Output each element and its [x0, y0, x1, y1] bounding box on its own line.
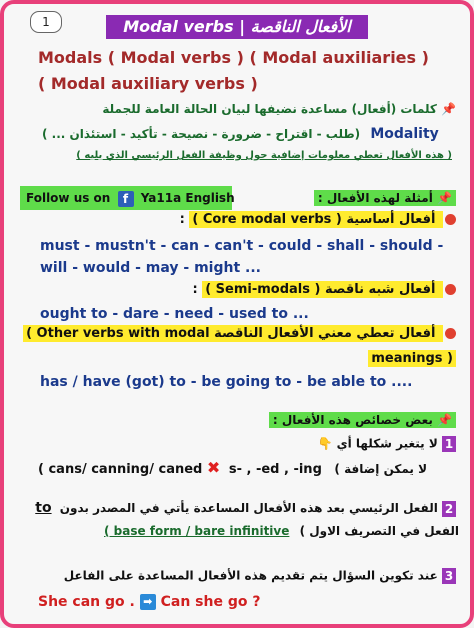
other-label-meanings: meanings ) — [368, 350, 456, 367]
balloon-bullet-icon — [445, 328, 456, 339]
balloon-bullet-icon — [445, 284, 456, 295]
other-verbs-line: has / have (got) to - be going to - be able to .... — [40, 374, 413, 390]
balloon-bullet-icon — [445, 214, 456, 225]
core-verbs-line-2: will - would - may - might ... — [40, 260, 261, 276]
property-3-example: She can go . ➡ Can she go ? — [38, 594, 261, 610]
property-1-example: ( cans/ canning/ caned ✖ s- , -ed , -ing لا يمكن إضافة ) — [38, 458, 428, 477]
property-number-2: 2 — [442, 501, 456, 517]
definition-line-2: (طلب - اقتراح - ضرورة - نصيحة - تأكيد - استئذان ... ) Modality — [42, 126, 439, 142]
pointing-down-icon: 👇 — [317, 436, 333, 451]
property-3-line: عند تكوين السؤال يتم تقديم هذه الأفعال المساعدة على الفاعل 3 — [64, 568, 456, 584]
pushpin-icon: 📌 — [441, 102, 456, 116]
page-title: Modal verbs | الأفعال الناقصة — [106, 15, 368, 39]
semi-label-row: : ( Semi-modals ) أفعال شبه ناقصة — [192, 282, 456, 297]
other-label-row: ( Other verbs with modal أفعال تعطي معني الأفعال الناقصة — [23, 326, 456, 341]
header-line-2: ( Modal auxiliary verbs ) — [38, 74, 258, 93]
core-label-row: : ( Core modal verbs ) أفعال أساسية — [180, 212, 456, 227]
property-2-line: to الفعل الرئيسي بعد هذه الأفعال المساعدة يأتي في المصدر بدون 2 — [35, 500, 456, 517]
properties-heading: 📌 بعض خصائص هذه الأفعال : — [269, 412, 456, 428]
page-number-badge: 1 — [30, 11, 62, 33]
header-line-1: Modals ( Modal verbs ) ( Modal auxiliaries ) — [38, 48, 429, 67]
property-1-line: 👇 لا يتغير شكلها أي 1 — [317, 436, 456, 452]
core-verbs-line-1: must - mustn't - can - can't - could - shall - should - — [40, 238, 444, 254]
semi-verbs-line: ought to - dare - need - used to ... — [40, 306, 309, 322]
examples-heading: 📌 أمثلة لهذه الأفعال : — [314, 190, 456, 206]
property-2-detail: ( base form / bare infinitive الفعل في التصريف الاول ) — [104, 524, 460, 538]
follow-us-banner[interactable]: Follow us on f Ya11a English — [20, 186, 232, 210]
red-x-icon: ✖ — [206, 458, 221, 477]
definition-line-1: 📌 كلمات (أفعال) مساعدة نضيفها لبيان الحالة العامة للجملة — [102, 102, 456, 116]
pushpin-icon: 📌 — [437, 413, 452, 427]
definition-line-3: ( هذه الأفعال تعطي معلومات إضافية حول وظيفة الفعل الرئيسي الذي يليه ) — [76, 150, 452, 161]
arrow-right-icon: ➡ — [140, 594, 156, 610]
property-number-3: 3 — [442, 568, 456, 584]
property-number-1: 1 — [442, 436, 456, 452]
pushpin-icon: 📌 — [437, 191, 452, 205]
facebook-icon: f — [118, 191, 134, 207]
